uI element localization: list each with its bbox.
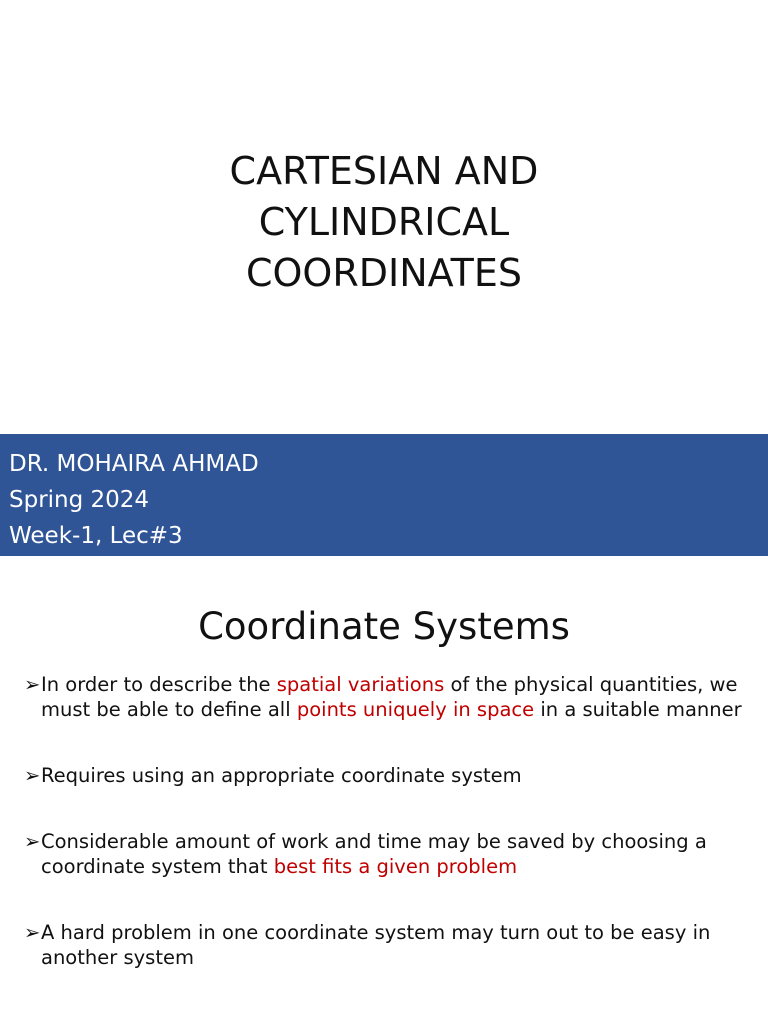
author-name: DR. MOHAIRA AHMAD [9, 451, 259, 477]
bullet-text: in a suitable manner [534, 698, 742, 721]
arrow-bullet-icon: ➢ [24, 673, 41, 696]
arrow-bullet-icon: ➢ [24, 921, 41, 944]
highlighted-text: best fits a given problem [273, 855, 518, 878]
slide-title [0, 146, 768, 299]
bullet-item [24, 829, 764, 879]
slide-title-line: COORDINATES [245, 251, 523, 295]
bullet-text: Requires using an appropriate coordinate system [41, 764, 522, 787]
author-band [0, 434, 768, 556]
highlighted-text: points uniquely in space [296, 698, 535, 721]
arrow-bullet-icon: ➢ [24, 830, 41, 853]
highlighted-text: spatial variations [276, 673, 445, 696]
bullet-item [24, 672, 764, 722]
content-slide [0, 578, 768, 1024]
slide-title-line: CYLINDRICAL [258, 200, 510, 244]
bullet-text: of the physical quantities, we must be able to define all [41, 673, 738, 721]
bullet-item [24, 920, 764, 970]
bullet-text: Considerable amount of work and time may be saved by choosing a coordinate system that [41, 830, 707, 878]
course-term: Spring 2024 [9, 487, 150, 513]
section-title: Coordinate Systems [198, 605, 570, 648]
lecture-session: Week-1, Lec#3 [9, 523, 183, 549]
bullet-list [24, 672, 764, 970]
bullet-item [24, 763, 764, 788]
arrow-bullet-icon: ➢ [24, 764, 41, 787]
bullet-text: A hard problem in one coordinate system may turn out to be easy in another system [41, 921, 711, 969]
bullet-text: In order to describe the [41, 673, 277, 696]
slide-title-line: CARTESIAN AND [229, 149, 539, 193]
